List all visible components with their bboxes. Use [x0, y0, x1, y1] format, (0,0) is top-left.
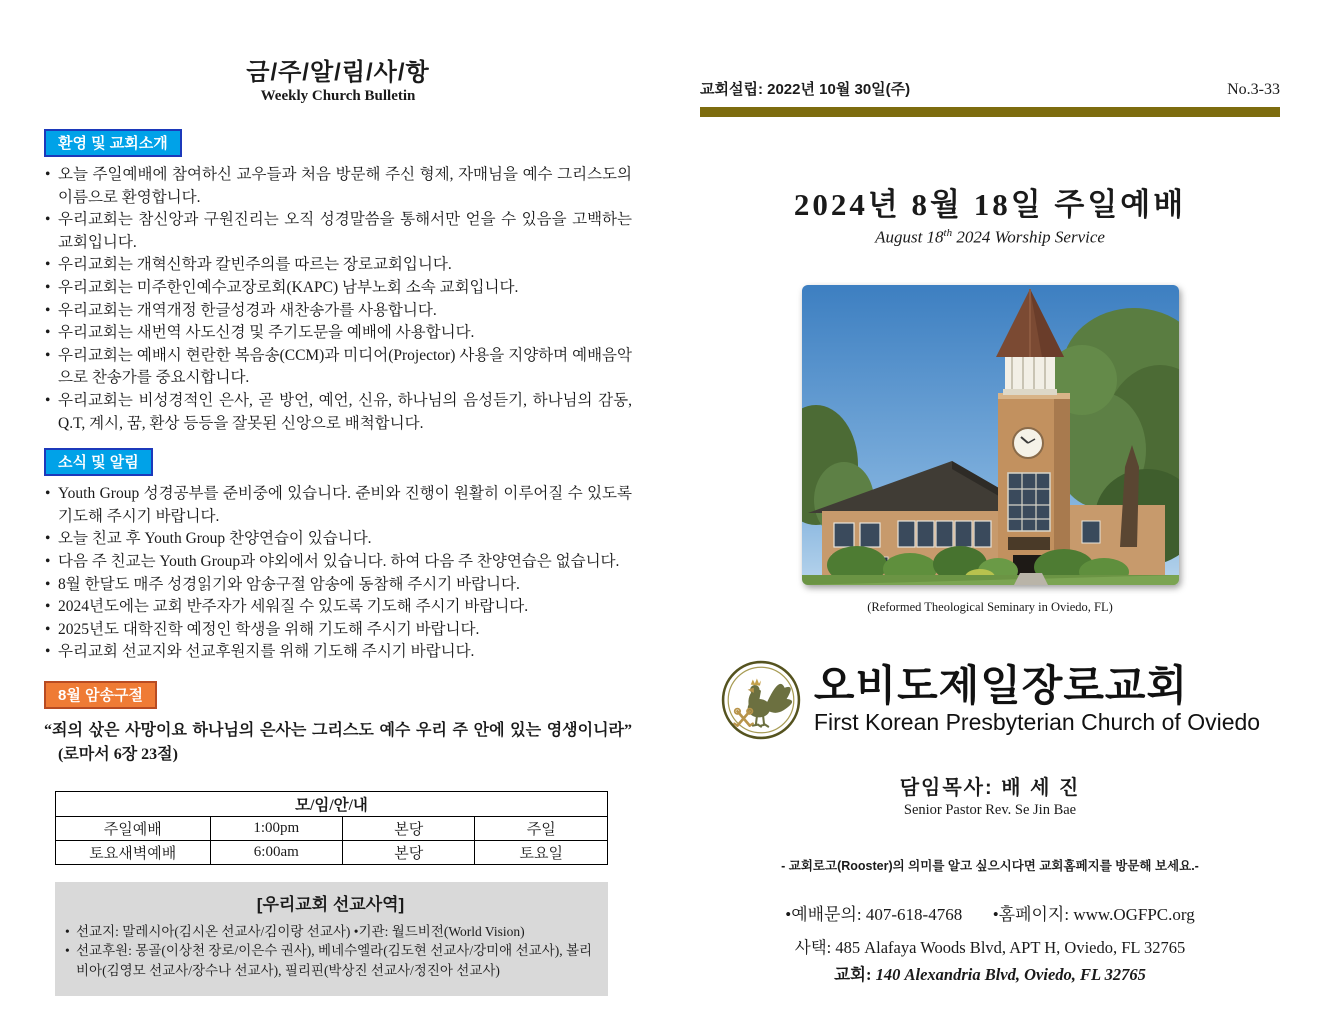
home-address	[700, 934, 1280, 958]
pastor-name-korean: 담임목사: 배 세 진	[899, 776, 1081, 799]
news-list	[44, 483, 632, 664]
memory-verse: “죄의 삯은 사망이요 하나님의 은사는 그리스도 예수 우리 주 안에 있는 영생이니라” (로마서 6장 23절)	[44, 721, 632, 763]
list-item	[44, 574, 632, 597]
list-item-text: 2025년도 대학진학 예정인 학생을 위해 기도해 주시기 바랍니다.	[58, 620, 480, 638]
schedule-cell: 주일예배	[56, 816, 211, 840]
church-name-korean: 오비도제일장로교회	[813, 662, 1189, 710]
list-item	[44, 390, 632, 435]
list-item-text: 우리교회는 비성경적인 은사, 곧 방언, 예언, 신유, 하나님의 음성듣기, 하나님의 감동, Q.T, 계시, 꿈, 환상 등등을 잘못된 신앙으로 배척합니다.	[58, 391, 632, 432]
subtitle-text: August 18	[875, 227, 944, 247]
schedule-cell: 토요일	[475, 840, 608, 864]
list-item-text: 선교지: 말레시아(김시온 선교사/김이랑 선교사) •기관: 월드비전(World Vision)	[76, 923, 525, 939]
table-row	[56, 816, 608, 840]
mission-list	[65, 922, 596, 981]
schedule-cell: 6:00am	[210, 840, 342, 864]
homepage-label: •홈페이지:	[992, 904, 1070, 924]
photo-caption: (Reformed Theological Seminary in Oviedo, FL)	[867, 599, 1113, 614]
schedule-table	[55, 791, 608, 865]
pastor-name-english: Senior Pastor Rev. Se Jin Bae	[903, 801, 1077, 818]
logo-note: - 교회로고(Rooster)의 의미를 알고 싶으시다면 교회홈페지를 방문해 보세요.-	[781, 858, 1199, 873]
schedule-cell: 1:00pm	[210, 816, 342, 840]
table-row	[56, 840, 608, 864]
bullet-icon: •	[45, 643, 51, 661]
list-item	[44, 596, 632, 619]
mission-box	[55, 882, 608, 997]
church-address-label: 교회:	[834, 964, 872, 984]
welcome-list	[44, 164, 632, 435]
mission-title: [우리교회 선교사역]	[256, 894, 405, 914]
bullet-icon: •	[65, 943, 70, 959]
rooster-logo-icon	[720, 659, 802, 741]
list-item-text: Youth Group 성경공부를 준비중에 있습니다. 준비와 진행이 원활히 이루어질 수 있도록 기도해 주시기 바랍니다.	[58, 485, 632, 525]
service-subtitle	[700, 227, 1280, 248]
bullet-icon: •	[45, 324, 51, 342]
bullet-icon: •	[65, 923, 70, 939]
bullet-icon: •	[45, 552, 51, 570]
table-row	[56, 791, 608, 816]
list-item-text: 8월 한달도 매주 성경읽기와 암송구절 암송에 동참해 주시기 바랍니다.	[58, 575, 520, 593]
list-item	[44, 254, 632, 277]
list-item-text: 우리교회 선교지와 선교후원지를 위해 기도해 주시기 바랍니다.	[58, 643, 475, 661]
worship-inquiry-label: •예배문의:	[785, 904, 862, 924]
left-page	[44, 52, 632, 996]
news-section-header: 소식 및 알림	[44, 448, 153, 476]
bullet-icon: •	[45, 256, 51, 274]
bullet-icon: •	[45, 391, 51, 409]
bullet-icon: •	[45, 211, 51, 229]
bullet-icon: •	[45, 166, 51, 183]
list-item	[44, 551, 632, 574]
list-item	[44, 528, 632, 551]
home-address-value: 485 Alafaya Woods Blvd, APT H, Oviedo, FL 32765	[835, 937, 1186, 957]
list-item-text: 선교후원: 몽골(이상천 장로/이은수 권사), 베네수엘라(김도현 선교사/강미애 선교사), 볼리비아(김영모 선교사/장수나 선교사), 필리핀(박상진 선교사/정진아 선교사)	[76, 943, 593, 978]
schedule-cell: 주일	[475, 816, 608, 840]
church-logo-row	[700, 659, 1280, 741]
list-item	[44, 209, 632, 254]
right-page-header	[700, 78, 1280, 99]
bullet-icon: •	[45, 575, 51, 593]
schedule-cell: 본당	[343, 840, 475, 864]
church-name-block	[814, 663, 1260, 736]
list-item	[44, 164, 632, 209]
bullet-icon: •	[45, 620, 51, 638]
welcome-section-header: 환영 및 교회소개	[44, 129, 182, 157]
list-item-text: 2024년도에는 교회 반주자가 세워질 수 있도록 기도해 주시기 바랍니다.	[58, 598, 529, 616]
schedule-cell: 토요새벽예배	[56, 840, 211, 864]
subtitle-text: 2024 Worship Service	[952, 227, 1105, 247]
subtitle-superscript: th	[943, 227, 953, 239]
seminary-photo	[802, 285, 1179, 585]
list-item	[44, 345, 632, 390]
list-item-text: 우리교회는 참신앙과 구원진리는 오직 성경말씀을 통해서만 얻을 수 있음을 고백하는 교회입니다.	[58, 211, 632, 251]
list-item	[44, 483, 632, 528]
bulletin-subtitle: Weekly Church Bulletin	[260, 88, 416, 104]
bulletin-title: 금/주/알/림/사/항	[246, 59, 430, 86]
schedule-cell: 본당	[343, 816, 475, 840]
list-item	[44, 619, 632, 642]
established-date: 교회설립: 2022년 10월 30일(주)	[700, 81, 911, 98]
list-item-text: 오늘 주일예배에 참여하신 교우들과 처음 방문해 주신 형제, 자매님을 예수 그리스도의 이름으로 환영합니다.	[58, 166, 632, 206]
divider-bar	[700, 107, 1280, 117]
list-item	[44, 277, 632, 300]
list-item	[44, 641, 632, 664]
church-address-value: 140 Alexandria Blvd, Oviedo, FL 32765	[875, 964, 1146, 984]
homepage-url: www.OGFPC.org	[1073, 904, 1195, 924]
home-address-label: 사택:	[794, 937, 832, 957]
bullet-icon: •	[45, 485, 51, 503]
list-item-text: 우리교회는 개혁신학과 칼빈주의를 따르는 장로교회입니다.	[58, 256, 452, 274]
schedule-title: 모/임/안/내	[56, 791, 608, 816]
list-item	[65, 941, 596, 980]
right-page	[700, 0, 1280, 985]
list-item-text: 우리교회는 새번역 사도신경 및 주기도문을 예배에 사용합니다.	[58, 324, 475, 342]
church-name-english: First Korean Presbyterian Church of Oviedo	[813, 709, 1261, 736]
bullet-icon: •	[45, 301, 51, 319]
bullet-icon: •	[45, 598, 51, 616]
bullet-icon: •	[45, 346, 51, 364]
list-item	[44, 300, 632, 323]
list-item	[44, 322, 632, 345]
church-address	[700, 961, 1280, 985]
contact-line	[700, 900, 1280, 925]
bullet-icon: •	[45, 278, 51, 296]
phone-number: 407-618-4768	[865, 904, 963, 924]
service-title: 2024년 8월 18일 주일예배	[793, 187, 1187, 222]
list-item-text: 우리교회는 예배시 현란한 복음송(CCM)과 미디어(Projector) 사용을 지양하며 예배음악으로 찬송가를 중요시합니다.	[58, 346, 632, 387]
bullet-icon: •	[45, 530, 51, 548]
list-item-text: 우리교회는 개역개정 한글성경과 새찬송가를 사용합니다.	[58, 301, 437, 319]
list-item	[65, 922, 596, 942]
list-item-text: 우리교회는 미주한인예수교장로회(KAPC) 남부노회 소속 교회입니다.	[58, 278, 519, 296]
memory-verse-header: 8월 암송구절	[44, 681, 157, 709]
issue-number: No.3-33	[1227, 81, 1280, 98]
list-item-text: 다음 주 친교는 Youth Group과 야외에서 있습니다. 하여 다음 주 찬양연습은 없습니다.	[58, 552, 620, 570]
list-item-text: 오늘 친교 후 Youth Group 찬양연습이 있습니다.	[58, 530, 372, 548]
